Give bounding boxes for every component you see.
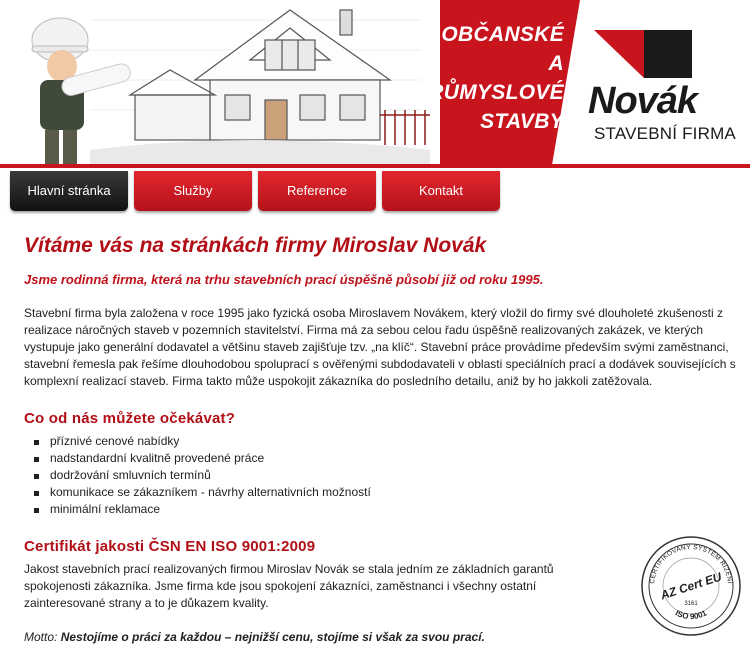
house-sketch-illustration <box>0 0 440 168</box>
tab-home[interactable]: Hlavní stránka <box>10 171 128 211</box>
seal-number: 3161 <box>684 601 698 607</box>
iso-certificate-seal-icon <box>640 535 742 637</box>
seal-standard: ISO 9001 <box>673 608 709 622</box>
slogan-line: STAVBY <box>480 110 564 133</box>
slogan-line: A PRŮMYSLOVÉ <box>413 52 564 104</box>
header <box>0 0 750 168</box>
main-nav <box>0 169 750 214</box>
list-item: minimální reklamace <box>48 501 736 518</box>
seal-brand: AZ Cert EU <box>658 569 724 603</box>
main-content <box>24 228 736 644</box>
motto <box>24 630 736 644</box>
benefits-list <box>24 433 736 518</box>
expect-heading: Co od nás můžete očekávat? <box>24 410 236 427</box>
intro-paragraph: Stavební firma byla založena v roce 1995 jako fyzická osoba Miroslavem Novákem, který vložil do firmy své dlouholeté zkušenosti z realizace náročných staveb v pozemních stavitelství. Firma má za sebou celou řadu úspěšně realizovaných zakázek, ve kterých vystupuje jako generální dodavatel a většinu staveb zajišťuje tzv. „na klíč“. Stavební práce provádíme především svými zaměstnanci, stavební řemesla pak řešíme dlouhodobou spoluprací s ověřenými subdodavateli v oblasti speciálních prací a dodávek souvisejících s komplexní realizací staveb. Firma takto může uspokojit zákazníka do posledního detailu, aniž by ho jakkoli zatěžovala. <box>24 306 736 388</box>
tab-services[interactable]: Služby <box>134 171 252 211</box>
page-title: Vítáme vás na stránkách firmy Miroslav Novák <box>24 234 487 257</box>
logo-name: Novák <box>588 80 698 122</box>
list-item: nadstandardní kvalitně provedené práce <box>48 450 736 467</box>
list-item: komunikace se zákazníkem - návrhy alternativních možností <box>48 484 736 501</box>
slogan-line: OBČANSKÉ <box>441 23 564 46</box>
logo-subtitle: STAVEBNÍ FIRMA <box>594 124 736 143</box>
certificate-text: Jakost stavebních prací realizovaných firmou Miroslav Novák se stala jedním ze základních garantů spokojenosti zákazníka. Jsme firma kde jsou spokojení zákazníci, zaměstnanci i všechny ostatní zainteresované strany a to je důkazem kvality. <box>24 562 554 610</box>
header-slogan <box>404 20 564 136</box>
seal-top-text: CERTIFIKOVANÝ SYSTÉM ŘÍZENÍ <box>649 543 733 585</box>
motto-label: Motto: <box>24 630 58 644</box>
certificate-heading: Certifikát jakosti ČSN EN ISO 9001:2009 <box>24 538 316 555</box>
lead-text: Jsme rodinná firma, která na trhu stavebních prací úspěšně působí již od roku 1995. <box>24 272 544 287</box>
tab-contact[interactable]: Kontakt <box>382 171 500 211</box>
motto-text: Nestojíme o práci za každou – nejnižší cenu, stojíme si však za svou prací. <box>60 630 485 644</box>
header-divider <box>0 164 750 168</box>
list-item: příznivé cenové nabídky <box>48 433 736 450</box>
list-item: dodržování smluvních termínů <box>48 467 736 484</box>
tab-reference[interactable]: Reference <box>258 171 376 211</box>
